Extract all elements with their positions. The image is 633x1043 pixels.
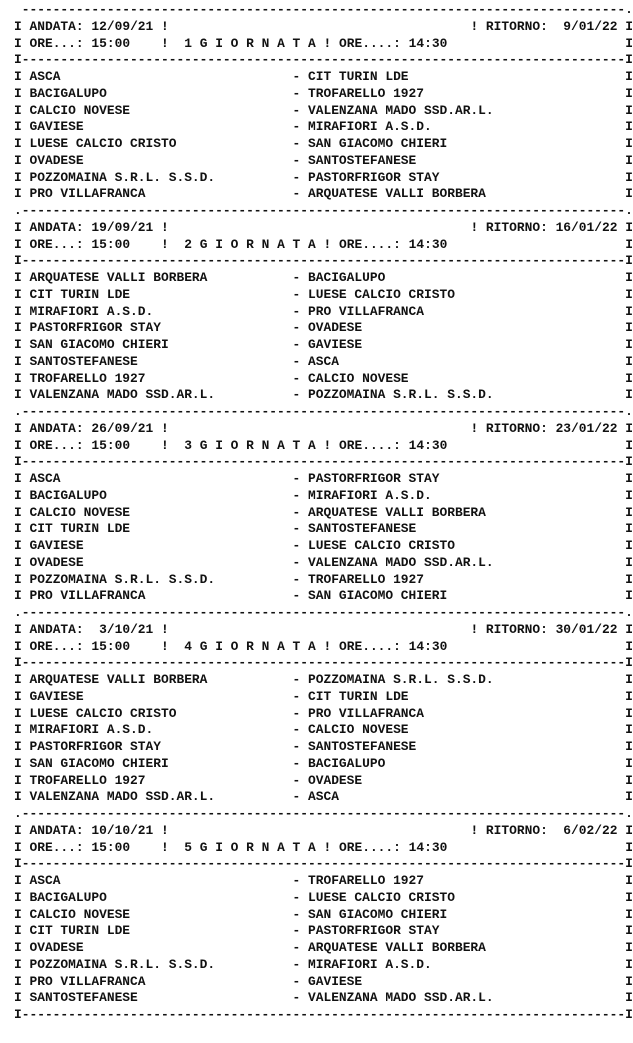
match-row: I LUESE CALCIO CRISTO - PRO VILLAFRANCA I [14,705,633,721]
away-team: VALENZANA MADO SSD.AR.L. [307,990,618,1006]
andata-label: ANDATA: [29,822,84,838]
ritorno-label: RITORNO: [485,18,548,34]
match-row: I CIT TURIN LDE - LUESE CALCIO CRISTO I [14,286,633,302]
ritorno-time: 14:30 [408,35,448,51]
home-team: VALENZANA MADO SSD.AR.L. [29,789,293,805]
away-team: VALENZANA MADO SSD.AR.L. [307,102,618,118]
separator-rule: .------------------------------------------------------------------------------. [14,404,633,419]
away-team: CALCIO NOVESE [307,722,618,738]
away-team: GAVIESE [307,337,618,352]
home-team: SANTOSTEFANESE [29,990,293,1006]
home-team: OVADESE [29,152,293,168]
ore-ritorno-label: ORE....: [339,638,401,654]
round-number: 4 [184,638,192,654]
section-rule: I------------------------------------------------------------------------------I [14,856,633,872]
home-team: PRO VILLAFRANCA [29,588,293,604]
round-header-times: I ORE...: 15:00 ! 5 G I O R N A T A ! ORE....: 14:30 I [14,839,633,855]
home-team: POZZOMAINA S.R.L. S.S.D. [29,956,293,972]
ritorno-time: 14:30 [408,236,448,252]
match-row: I SAN GIACOMO CHIERI - GAVIESE I [14,337,633,352]
match-row: I POZZOMAINA S.R.L. S.S.D. - PASTORFRIGOR STAY I [14,169,633,185]
round-header-times: I ORE...: 15:00 ! 3 G I O R N A T A ! ORE....: 14:30 I [14,437,633,453]
match-row: I ARQUATESE VALLI BORBERA - POZZOMAINA S.R.L. S.S.D. I [14,672,633,687]
ritorno-date: 16/01/22 [555,219,618,235]
away-team: OVADESE [307,320,618,336]
away-team: PASTORFRIGOR STAY [307,471,618,486]
home-team: CIT TURIN LDE [29,286,293,302]
home-team: GAVIESE [29,119,293,135]
home-team: PASTORFRIGOR STAY [29,739,293,754]
andata-time: 15:00 [91,35,131,51]
away-team: PASTORFRIGOR STAY [307,169,618,185]
match-row: I OVADESE - SANTOSTEFANESE I [14,152,633,168]
match-row: I PRO VILLAFRANCA - ARQUATESE VALLI BORBERA I [14,186,633,202]
away-team: LUESE CALCIO CRISTO [307,889,618,905]
closing-rule: I------------------------------------------------------------------------------I [14,1007,633,1022]
giornata-label: G I O R N A T A [199,35,316,51]
fixture-calendar [14,2,633,1024]
away-team: OVADESE [307,772,618,788]
ore-andata-label: ORE...: [29,35,84,51]
away-team: VALENZANA MADO SSD.AR.L. [307,554,618,570]
ritorno-date: 6/02/22 [555,822,618,838]
ritorno-date: 30/01/22 [555,621,618,637]
away-team: MIRAFIORI A.S.D. [307,119,618,135]
home-team: LUESE CALCIO CRISTO [29,136,293,151]
home-team: ASCA [29,873,293,888]
andata-time: 15:00 [91,638,131,654]
match-row: I GAVIESE - MIRAFIORI A.S.D. I [14,119,633,135]
away-team: PRO VILLAFRANCA [307,705,618,721]
ritorno-date: 9/01/22 [555,18,618,34]
andata-date: 10/10/21 [91,822,154,838]
match-row: I CIT TURIN LDE - PASTORFRIGOR STAY I [14,923,633,939]
home-team: CIT TURIN LDE [29,923,293,939]
match-row: I MIRAFIORI A.S.D. - PRO VILLAFRANCA I [14,303,633,319]
giornata-label: G I O R N A T A [199,839,316,855]
home-team: BACIGALUPO [29,487,293,503]
match-row: I VALENZANA MADO SSD.AR.L. - POZZOMAINA S.R.L. S.S.D. I [14,387,633,403]
home-team: ARQUATESE VALLI BORBERA [29,270,293,285]
home-team: PRO VILLAFRANCA [29,186,293,202]
match-row: I OVADESE - VALENZANA MADO SSD.AR.L. I [14,554,633,570]
ritorno-label: RITORNO: [485,219,548,235]
home-team: CALCIO NOVESE [29,504,293,520]
away-team: SAN GIACOMO CHIERI [307,136,618,151]
home-team: ASCA [29,471,293,486]
giornata-label: G I O R N A T A [199,437,316,453]
away-team: LUESE CALCIO CRISTO [307,286,618,302]
andata-date: 3/10/21 [91,621,154,637]
ore-andata-label: ORE...: [29,638,84,654]
home-team: ARQUATESE VALLI BORBERA [29,672,293,687]
round-header-times: I ORE...: 15:00 ! 4 G I O R N A T A ! ORE....: 14:30 I [14,638,633,654]
ritorno-time: 14:30 [408,437,448,453]
match-row: I ARQUATESE VALLI BORBERA - BACIGALUPO I [14,270,633,285]
match-row: I POZZOMAINA S.R.L. S.S.D. - TROFARELLO 1927 I [14,571,633,587]
round-number: 5 [184,839,192,855]
away-team: SANTOSTEFANESE [307,521,618,537]
away-team: CIT TURIN LDE [307,69,618,84]
away-team: PASTORFRIGOR STAY [307,923,618,939]
round-header-times: I ORE...: 15:00 ! 2 G I O R N A T A ! ORE....: 14:30 I [14,236,633,252]
separator-rule: .------------------------------------------------------------------------------. [14,806,633,821]
ritorno-time: 14:30 [408,638,448,654]
ore-andata-label: ORE...: [29,236,84,252]
ritorno-date: 23/01/22 [555,420,618,436]
away-team: ASCA [307,789,618,805]
away-team: ARQUATESE VALLI BORBERA [307,940,618,955]
round-header-dates: I ANDATA: 12/09/21 ! ! RITORNO: 9/01/22 I [14,18,633,34]
home-team: POZZOMAINA S.R.L. S.S.D. [29,169,293,185]
home-team: BACIGALUPO [29,85,293,101]
andata-date: 12/09/21 [91,18,154,34]
home-team: GAVIESE [29,688,293,704]
home-team: TROFARELLO 1927 [29,370,293,386]
andata-label: ANDATA: [29,18,84,34]
separator-rule: .------------------------------------------------------------------------------. [14,605,633,620]
away-team: SANTOSTEFANESE [307,152,618,168]
round-header-dates: I ANDATA: 3/10/21 ! ! RITORNO: 30/01/22 I [14,621,633,637]
match-row: I SANTOSTEFANESE - VALENZANA MADO SSD.AR.L. I [14,990,633,1006]
away-team: SAN GIACOMO CHIERI [307,588,618,604]
home-team: SAN GIACOMO CHIERI [29,755,293,771]
andata-time: 15:00 [91,437,131,453]
away-team: MIRAFIORI A.S.D. [307,487,618,503]
away-team: LUESE CALCIO CRISTO [307,538,618,553]
ore-ritorno-label: ORE....: [339,35,401,51]
round-header-dates: I ANDATA: 19/09/21 ! ! RITORNO: 16/01/22 I [14,219,633,235]
match-row: I CALCIO NOVESE - VALENZANA MADO SSD.AR.L. I [14,102,633,118]
home-team: POZZOMAINA S.R.L. S.S.D. [29,571,293,587]
home-team: PRO VILLAFRANCA [29,973,293,989]
section-rule: I------------------------------------------------------------------------------I [14,655,633,671]
round-number: 3 [184,437,192,453]
away-team: ARQUATESE VALLI BORBERA [307,186,618,202]
away-team: POZZOMAINA S.R.L. S.S.D. [307,672,618,687]
match-row: I TROFARELLO 1927 - CALCIO NOVESE I [14,370,633,386]
home-team: LUESE CALCIO CRISTO [29,705,293,721]
round-header-dates: I ANDATA: 26/09/21 ! ! RITORNO: 23/01/22 I [14,420,633,436]
round-number: 2 [184,236,192,252]
home-team: TROFARELLO 1927 [29,772,293,788]
andata-label: ANDATA: [29,219,84,235]
match-row: I PRO VILLAFRANCA - GAVIESE I [14,973,633,989]
home-team: OVADESE [29,940,293,955]
away-team: PRO VILLAFRANCA [307,303,618,319]
match-row: I GAVIESE - CIT TURIN LDE I [14,688,633,704]
away-team: POZZOMAINA S.R.L. S.S.D. [307,387,618,403]
home-team: MIRAFIORI A.S.D. [29,303,293,319]
match-row: I ASCA - TROFARELLO 1927 I [14,873,633,888]
ore-andata-label: ORE...: [29,437,84,453]
andata-time: 15:00 [91,236,131,252]
ritorno-label: RITORNO: [485,822,548,838]
match-row: I GAVIESE - LUESE CALCIO CRISTO I [14,538,633,553]
section-rule: I------------------------------------------------------------------------------I [14,52,633,68]
giornata-label: G I O R N A T A [199,236,316,252]
ritorno-time: 14:30 [408,839,448,855]
away-team: ARQUATESE VALLI BORBERA [307,504,618,520]
away-team: MIRAFIORI A.S.D. [307,956,618,972]
home-team: BACIGALUPO [29,889,293,905]
away-team: TROFARELLO 1927 [307,85,618,101]
match-row: I SAN GIACOMO CHIERI - BACIGALUPO I [14,755,633,771]
round-header-times: I ORE...: 15:00 ! 1 G I O R N A T A ! ORE....: 14:30 I [14,35,633,51]
ritorno-label: RITORNO: [485,621,548,637]
match-row: I SANTOSTEFANESE - ASCA I [14,353,633,369]
away-team: SANTOSTEFANESE [307,739,618,754]
away-team: TROFARELLO 1927 [307,873,618,888]
ritorno-label: RITORNO: [485,420,548,436]
match-row: I PASTORFRIGOR STAY - SANTOSTEFANESE I [14,739,633,754]
home-team: VALENZANA MADO SSD.AR.L. [29,387,293,403]
match-row: I ASCA - CIT TURIN LDE I [14,69,633,84]
away-team: BACIGALUPO [307,755,618,771]
giornata-label: G I O R N A T A [199,638,316,654]
section-rule: I------------------------------------------------------------------------------I [14,253,633,269]
away-team: CIT TURIN LDE [307,688,618,704]
round-header-dates: I ANDATA: 10/10/21 ! ! RITORNO: 6/02/22 I [14,822,633,838]
home-team: GAVIESE [29,538,293,553]
match-row: I CALCIO NOVESE - ARQUATESE VALLI BORBERA I [14,504,633,520]
home-team: SAN GIACOMO CHIERI [29,337,293,352]
home-team: OVADESE [29,554,293,570]
match-row: I LUESE CALCIO CRISTO - SAN GIACOMO CHIERI I [14,136,633,151]
home-team: CIT TURIN LDE [29,521,293,537]
match-row: I BACIGALUPO - TROFARELLO 1927 I [14,85,633,101]
match-row: I CIT TURIN LDE - SANTOSTEFANESE I [14,521,633,537]
match-row: I PRO VILLAFRANCA - SAN GIACOMO CHIERI I [14,588,633,604]
match-row: I BACIGALUPO - LUESE CALCIO CRISTO I [14,889,633,905]
away-team: TROFARELLO 1927 [307,571,618,587]
home-team: PASTORFRIGOR STAY [29,320,293,336]
home-team: CALCIO NOVESE [29,102,293,118]
home-team: CALCIO NOVESE [29,906,293,922]
andata-label: ANDATA: [29,621,84,637]
match-row: I BACIGALUPO - MIRAFIORI A.S.D. I [14,487,633,503]
home-team: MIRAFIORI A.S.D. [29,722,293,738]
andata-time: 15:00 [91,839,131,855]
match-row: I CALCIO NOVESE - SAN GIACOMO CHIERI I [14,906,633,922]
ore-ritorno-label: ORE....: [339,839,401,855]
away-team: BACIGALUPO [307,270,618,285]
away-team: GAVIESE [307,973,618,989]
match-row: I TROFARELLO 1927 - OVADESE I [14,772,633,788]
ore-ritorno-label: ORE....: [339,236,401,252]
away-team: CALCIO NOVESE [307,370,618,386]
match-row: I ASCA - PASTORFRIGOR STAY I [14,471,633,486]
andata-date: 19/09/21 [91,219,154,235]
section-rule: I------------------------------------------------------------------------------I [14,454,633,470]
ore-andata-label: ORE...: [29,839,84,855]
match-row: I POZZOMAINA S.R.L. S.S.D. - MIRAFIORI A.S.D. I [14,956,633,972]
away-team: SAN GIACOMO CHIERI [307,906,618,922]
separator-rule: .------------------------------------------------------------------------------. [14,203,633,218]
match-row: I OVADESE - ARQUATESE VALLI BORBERA I [14,940,633,955]
andata-date: 26/09/21 [91,420,154,436]
match-row: I VALENZANA MADO SSD.AR.L. - ASCA I [14,789,633,805]
away-team: ASCA [307,353,618,369]
andata-label: ANDATA: [29,420,84,436]
ore-ritorno-label: ORE....: [339,437,401,453]
match-row: I MIRAFIORI A.S.D. - CALCIO NOVESE I [14,722,633,738]
match-row: I PASTORFRIGOR STAY - OVADESE I [14,320,633,336]
separator-rule: ------------------------------------------------------------------------------. [14,2,633,17]
home-team: ASCA [29,69,293,84]
home-team: SANTOSTEFANESE [29,353,293,369]
round-number: 1 [184,35,192,51]
